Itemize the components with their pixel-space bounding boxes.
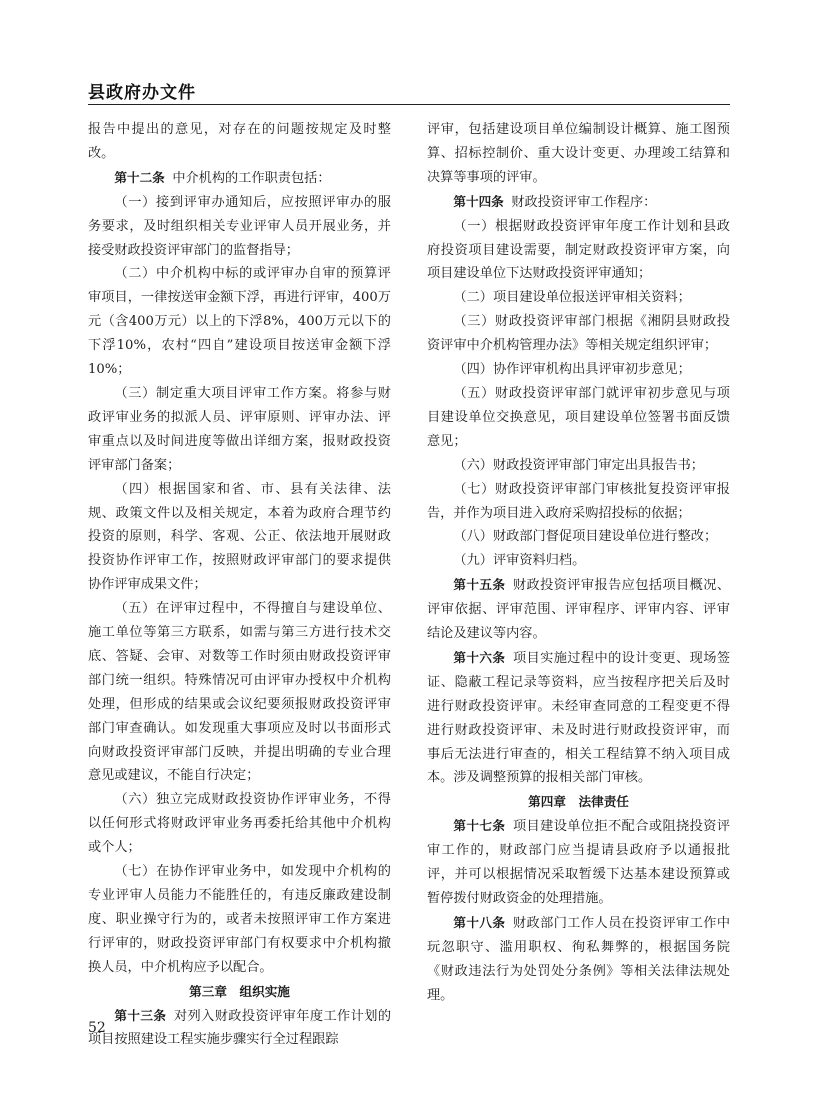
body-paragraph: （二）项目建设单位报送评审相关资料；	[453, 290, 691, 306]
document-header-title: 县政府办文件	[88, 83, 196, 103]
left-column	[88, 118, 391, 1052]
article-paragraph	[427, 814, 730, 911]
body-paragraph: （三）制定重大项目评审工作方案。将参与财政评审业务的拟派人员、评审原则、评审办法、评审重点以及时间进度等做出详细方案，报财政投资评审部门备案；	[88, 385, 391, 473]
chapter-heading: 第四章 法律责任	[528, 794, 629, 810]
header-divider	[88, 104, 730, 105]
body-paragraph: 评审，包括建设项目单位编制设计概算、施工图预算、招标控制价、重大设计变更、办理竣工结算和决算等事项的评审。	[427, 122, 730, 185]
body-paragraph: （五）在评审过程中，不得擅自与建设单位、施工单位等第三方联系，如需与第三方进行技术交底、答疑、会审、对数等工作时须由财政投资评审部门统一组织。特殊情况可由评审办授权中介机构处理，但形成的结果或会议纪要须报财政投资评审部门审查确认。如发现重大事项应及时以书面形式向财政投资评审部门反映，并提出明确的专业合理意见或建议，不能自行决定；	[88, 601, 391, 784]
article-label: 第十八条	[453, 914, 506, 930]
article-label: 第十五条	[453, 577, 506, 593]
article-paragraph	[88, 1004, 391, 1053]
right-column	[427, 118, 730, 1008]
body-paragraph: （七）在协作评审业务中，如发现中介机构的专业评审人员能力不能胜任的，有违反廉政建设制度、职业操守行为的，或者未按照评审工作方案进行评审的，财政投资评审部门有权要求中介机构撤换人员，中介机构应予以配合。	[88, 864, 391, 975]
article-label: 第十三条	[114, 1007, 167, 1023]
body-paragraph: （四）协作评审机构出具评审初步意见；	[453, 362, 691, 378]
article-text: 项目实施过程中的设计变更、现场签证、隐蔽工程记录等资料，应当按程序把关后及时进行财政投资评审。未经审查同意的工程变更不得进行财政投资评审、未及时进行财政投资评审，而事后无法进行审查的，相关工程结算不纳入项目成本。涉及调整预算的报相关部门审核。	[427, 650, 731, 786]
page-number: 52	[88, 1020, 106, 1036]
chapter-heading: 第三章 组织实施	[189, 983, 290, 999]
article-text: 项目建设单位拒不配合或阻挠投资评审工作的，财政部门应当提请县政府予以通报批评，并可以根据情况采取暂缓下达基本建设预算或暂停拨付财政资金的处理措施。	[427, 819, 731, 906]
body-paragraph: 报告中提出的意见，对存在的问题按规定及时整改。	[88, 122, 391, 161]
article-text: 中介机构的工作职责包括：	[172, 170, 331, 186]
body-paragraph: （五）财政投资评审部门就评审初步意见与项目建设单位交换意见，项目建设单位签署书面反馈意见；	[427, 385, 730, 449]
article-label: 第十六条	[453, 649, 506, 665]
article-label: 第十四条	[453, 193, 504, 209]
article-paragraph	[427, 573, 730, 646]
body-paragraph: （一）根据财政投资评审年度工作计划和县政府投资项目建设需要，制定财政投资评审方案，向项目建设单位下达财政投资评审通知；	[427, 218, 730, 282]
body-paragraph: （六）独立完成财政投资协作评审业务，不得以任何形式将财政评审业务再委托给其他中介机构或个人；	[88, 792, 391, 856]
body-paragraph: （四）根据国家和省、市、县有关法律、法规、政策文件以及相关规定，本着为政府合理节约投资的原则，科学、客观、公正、依法地开展财政投资协作评审工作，按照财政评审部门的要求提供协作评审成果文件；	[88, 481, 391, 593]
body-paragraph: （二）中介机构中标的或评审办自审的预算评审项目，一律按送审金额下浮，再进行评审，400万元（含400万元）以上的下浮8%，400万元以下的下浮10%，农村“四自”建设项目按送审金额下浮10%；	[88, 266, 391, 378]
body-paragraph: （六）财政投资评审部门审定出具报告书；	[453, 457, 704, 473]
article-text: 财政投资评审报告应包括项目概况、评审依据、评审范围、评审程序、评审内容、评审结论及建议等内容。	[427, 578, 731, 642]
article-text: 对列入财政投资评审年度工作计划的项目按照建设工程实施步骤实行全过程跟踪	[88, 1008, 392, 1048]
body-paragraph: （七）财政投资评审部门审核批复投资评审报告，并作为项目进入政府采购招投标的依据；	[427, 481, 730, 521]
article-paragraph	[427, 911, 730, 1008]
article-paragraph	[427, 190, 730, 215]
article-text: 财政投资评审工作程序：	[511, 194, 657, 210]
body-paragraph: （九）评审资料归档。	[453, 553, 586, 569]
body-paragraph: （三）财政投资评审部门根据《湘阴县财政投资评审中介机构管理办法》等相关规定组织评审；	[427, 314, 730, 354]
article-text: 财政部门工作人员在投资评审工作中玩忽职守、滥用职权、徇私舞弊的，根据国务院《财政违法行为处罚处分条例》等相关法律法规处理。	[427, 915, 731, 1003]
article-label: 第十七条	[453, 818, 506, 834]
article-paragraph	[427, 646, 730, 790]
article-paragraph	[88, 166, 391, 191]
body-paragraph: （一）接到评审办通知后，应按照评审办的服务要求，及时组织相关专业评审人员开展业务，并接受财政投资评审部门的监督指导；	[88, 194, 391, 258]
body-paragraph: （八）财政部门督促项目建设单位进行整改；	[453, 529, 718, 545]
article-label: 第十二条	[114, 169, 165, 185]
